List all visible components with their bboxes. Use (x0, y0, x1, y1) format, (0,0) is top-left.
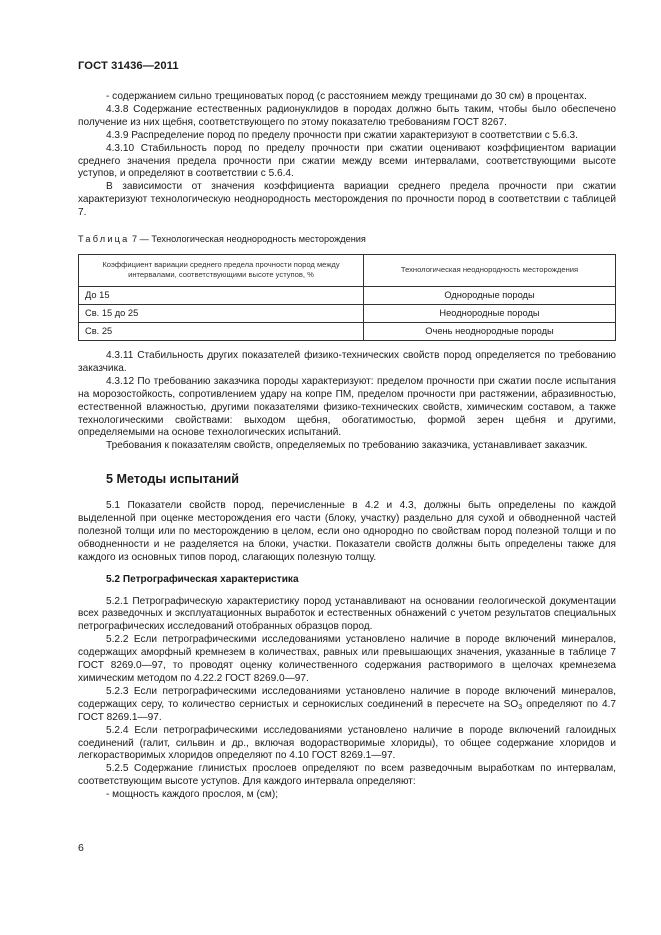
paragraph-5-2-3-end: определяют по 4.7 ГОСТ 8269.1—97. (78, 698, 616, 723)
table-cell-range: Св. 15 до 25 (79, 304, 364, 322)
table-cell-value: Очень неоднородные породы (364, 322, 616, 340)
paragraph-4-3-8: 4.3.8 Содержание естественных радионуклидов в породах должно быть таким, чтобы было обеспечено получение из них щебня, соответствующего по этому показателю требованиям ГОСТ 8267. (78, 103, 616, 128)
table-caption-label: Таблица (78, 234, 130, 245)
paragraph-5-1: 5.1 Показатели свойств пород, перечисленные в 4.2 и 4.3, должны быть определены по каждой выделенной при оценке месторождения его части (блоку, участку) раздельно для сухой и обводненной частей полезной толщи или по месторождению в целом, если оно однородно по свойствам пород полезной толщи и по обводненности и не разделяется на блоки, участки. Показатели свойств должны быть определены также для каждого из основных типов пород, слагающих полезную толщу. (78, 500, 616, 563)
paragraph-5-2-1: 5.2.1 Петрографическую характеристику пород устанавливают на основании геологической документации всех разведочных и эксплуатационных выработок и естественных обнажений с учетом результатов специальных петрографических исследований отобранных образцов пород. (78, 595, 616, 633)
table-row (79, 322, 616, 340)
paragraph-5-2-4: 5.2.4 Если петрографическими исследованиями установлено наличие в породе включений галоидных соединений (галит, сильвин и др., включая водорастворимые хлориды), то общее содержание хлоридов и легкорастворимых хлоридов определяют по 4.10 ГОСТ 8269.1—97. (78, 724, 616, 762)
paragraph-5-2-2: 5.2.2 Если петрографическими исследованиями установлено наличие в породе включений минералов, содержащих аморфный кремнезем в количествах, равных или превышающих значения, указанные в таблице 7 ГОСТ 8269.0—97, то проводят оценку количественного содержания растворимого в щелочах кремнезема химическим методом по 4.22.2 ГОСТ 8269.0—97. (78, 634, 616, 684)
paragraph-4-3-11: 4.3.11 Стабильность других показателей физико-технических свойств пород определяется по требованию заказчика. (78, 349, 616, 374)
paragraph-4-3-10: 4.3.10 Стабильность пород по пределу прочности при сжатии оценивают коэффициентом вариации среднего значения предела прочности при сжатии между всеми интервалами, соответствующими высоте уступов, и определяют в соответствии с 5.6.4. (78, 142, 616, 180)
table-7 (78, 254, 616, 341)
paragraph-5-2-5: 5.2.5 Содержание глинистых прослоев определяют по всем разведочным выработкам по интервалам, соответствующим высоте уступов. Для каждого интервала определяют: (78, 763, 616, 788)
paragraph: - содержанием сильно трещиноватых пород (с расстоянием между трещинами до 30 см) в процентах. (106, 91, 587, 102)
subscript: 3 (518, 703, 523, 711)
table-cell-value: Однородные породы (364, 286, 616, 304)
table-cell-range: До 15 (79, 286, 364, 304)
subsection-5-2-title: 5.2 Петрографическая характеристика (106, 573, 299, 585)
table-row (79, 304, 616, 322)
paragraph-4-3-12: 4.3.12 По требованию заказчика породы характеризуют: пределом прочности при сжатии после испытания на морозостойкость, сопротивлением удару на копре ПМ, пределом прочности при растяжении, абразивностью, естественной влажностью, другими показателями физико-технических свойств, химическим составом, а также технологическими свойствами: выходом щебня, обогатимостью, формой зерен щебня и другими, определяемыми на основе технологических испытаний. (78, 375, 616, 439)
list-item: - мощность каждого прослоя, м (см); (106, 789, 279, 801)
table-col1-header: Коэффициент вариации среднего предела прочности пород между интервалами, соответствующими высоте уступов, % (79, 254, 364, 286)
document-body (78, 91, 616, 802)
section-5-title: 5 Методы испытаний (106, 472, 239, 487)
table-header-row (79, 254, 616, 286)
table-cell-range: Св. 25 (79, 322, 364, 340)
paragraph-4-3-9: 4.3.9 Распределение пород по пределу прочности при сжатии характеризуют в соответствии с 5.6.3. (106, 129, 578, 141)
table-row (79, 286, 616, 304)
paragraph: В зависимости от значения коэффициента вариации среднего предела прочности при сжатии характеризуют технологическую неоднородность месторождения по прочности пород в соответствии с таблицей 7. (78, 181, 616, 219)
table-cell-value: Неоднородные породы (364, 304, 616, 322)
table-caption (78, 233, 616, 246)
page-number: 6 (78, 842, 84, 854)
paragraph: Требования к показателям свойств, определяемых по требованию заказчика, устанавливает заказчик. (106, 440, 588, 452)
table-caption-text: 7 — Технологическая неоднородность месторождения (132, 234, 366, 245)
table-col2-header: Технологическая неоднородность месторождения (364, 254, 616, 286)
paragraph-5-2-3-text: 5.2.3 Если петрографическими исследованиями установлено наличие в породе включений минералов, содержащих серу, то количество сернистых и сернокислых соединений в пересчете на SO (78, 685, 616, 710)
paragraph-5-2-3 (78, 686, 616, 725)
doc-header: ГОСТ 31436—2011 (78, 60, 179, 72)
